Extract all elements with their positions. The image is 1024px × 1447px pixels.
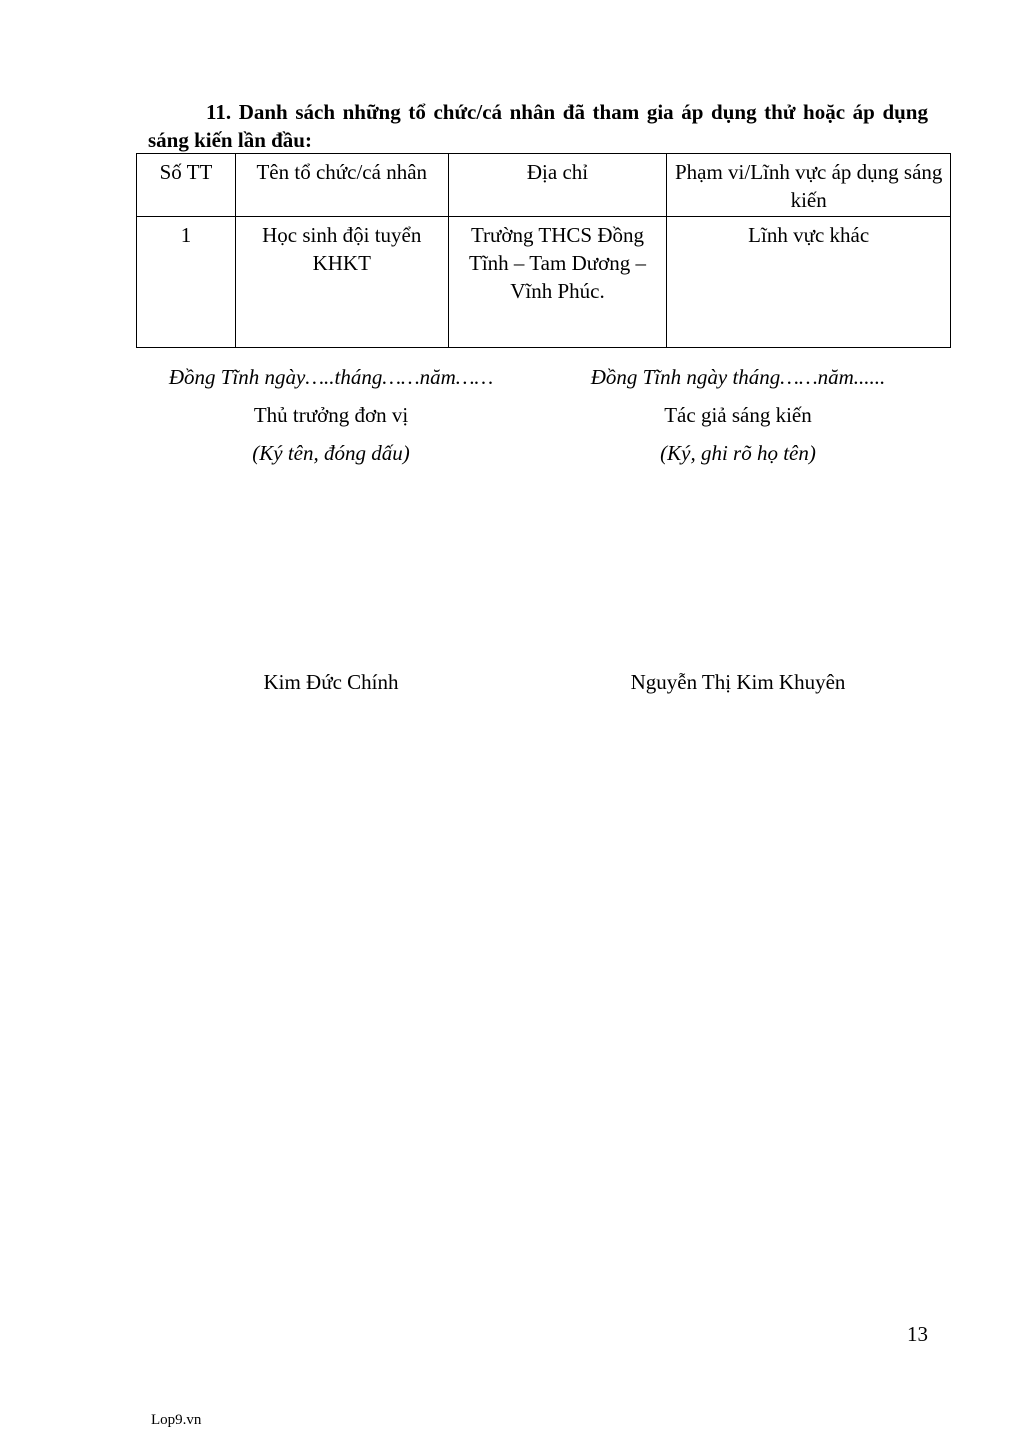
cell-stt: 1 [137,217,236,348]
cell-scope: Lĩnh vực khác [667,217,951,348]
cell-name: Học sinh đội tuyển KHKT [235,217,448,348]
cell-address: Trường THCS Đồng Tĩnh – Tam Dương – Vĩnh Phúc. [448,217,667,348]
signature-note-right: (Ký, ghi rõ họ tên) [660,441,816,465]
header-cell-scope: Phạm vi/Lĩnh vực áp dụng sáng kiến [667,154,951,217]
footer-website: Lop9.vn [151,1412,202,1428]
table-row [137,217,951,348]
participants-table [136,153,951,348]
signature-note-left: (Ký tên, đóng dấu) [252,441,410,465]
signature-date-right: Đồng Tĩnh ngày tháng……năm...... [590,365,886,389]
signer-name-left: Kim Đức Chính [263,670,399,694]
signature-block-left [136,362,526,468]
signature-date-left: Đồng Tĩnh ngày…..tháng……năm…… [168,365,494,389]
signature-role-right: Tác giả sáng kiến [664,403,812,427]
header-cell-address: Địa chỉ [448,154,667,217]
header-cell-stt: Số TT [137,154,236,217]
signature-block-right [548,362,928,468]
signature-role-left: Thủ trưởng đơn vị [253,403,409,427]
header-cell-name: Tên tổ chức/cá nhân [235,154,448,217]
page-number: 13 [907,1322,928,1346]
signer-name-right: Nguyễn Thị Kim Khuyên [630,670,846,694]
section-heading: 11. Danh sách những tổ chức/cá nhân đã tham gia áp dụng thử hoặc áp dụng sáng kiến lần đầu: [148,100,928,152]
table-header-row [137,154,951,217]
